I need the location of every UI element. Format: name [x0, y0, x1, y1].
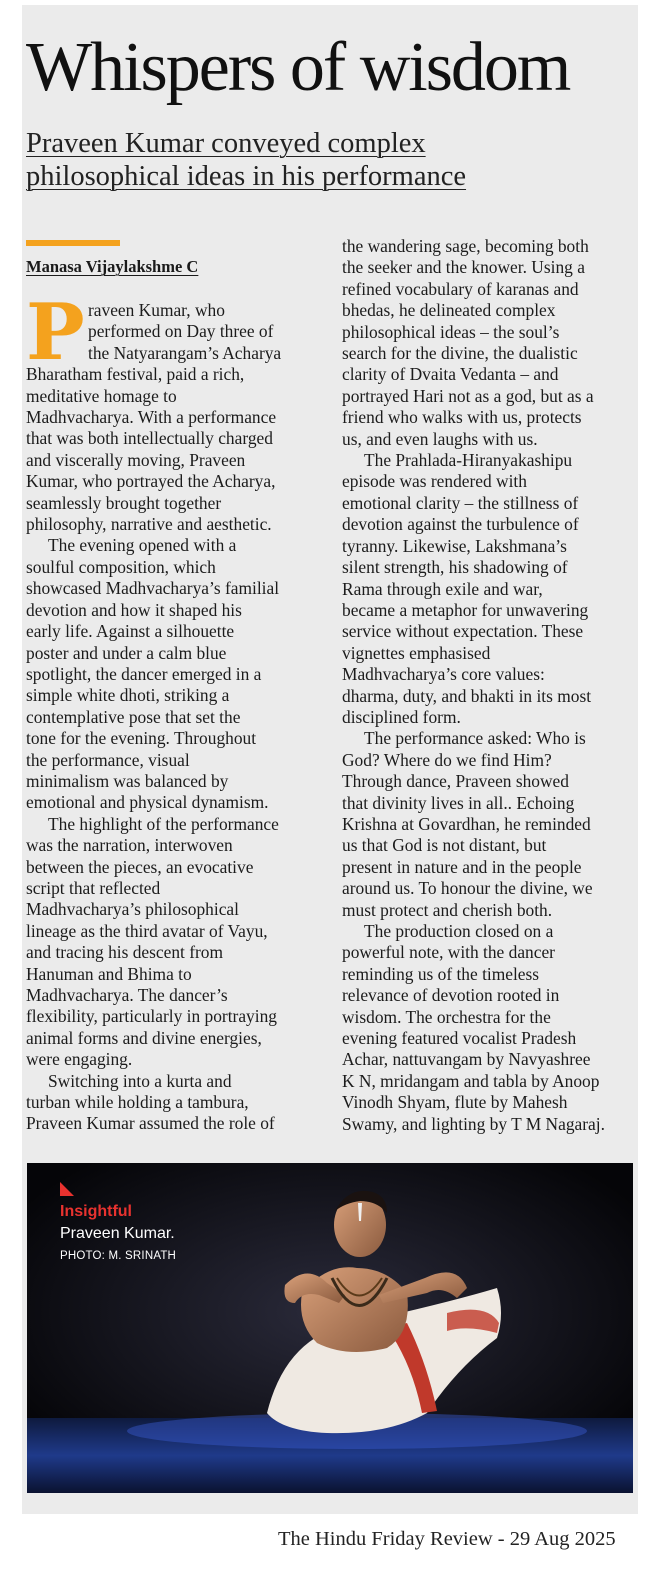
body-text-line: powerful note, with the dancer	[342, 942, 555, 963]
body-text-line: Vinodh Shyam, flute by Mahesh	[342, 1092, 568, 1113]
body-text-line: philosophy, narrative and aesthetic.	[26, 514, 272, 535]
body-text-line: devotion and how it shaped his	[26, 599, 242, 620]
body-text-line: that was both intellectually charged	[26, 428, 273, 449]
byline: Manasa Vijaylakshme C	[26, 257, 199, 276]
source-footer: The Hindu Friday Review - 29 Aug 2025	[278, 1528, 616, 1550]
body-text-line: tone for the evening. Throughout	[26, 728, 257, 749]
body-text-line: Rama through exile and war,	[342, 578, 543, 599]
body-text-line: Madhvacharya’s core values:	[342, 664, 545, 685]
caption-marker-icon	[60, 1182, 74, 1196]
body-text-line: the seeker and the knower. Using a	[342, 257, 585, 278]
body-text-line: God? Where do we find Him?	[342, 749, 552, 770]
body-text-line: Krishna at Govardhan, he reminded	[342, 813, 591, 834]
body-text-line: Praveen Kumar assumed the role of	[26, 1113, 275, 1134]
body-text-line: evening featured vocalist Pradesh	[342, 1028, 577, 1049]
body-text-line: flexibility, particularly in portraying	[26, 1006, 277, 1027]
body-text-line: vignettes emphasised	[342, 642, 491, 663]
body-text-line: refined vocabulary of karanas and	[342, 278, 579, 299]
body-text-line: disciplined form.	[342, 706, 461, 727]
body-text-line: Madhvacharya. With a performance	[26, 407, 277, 428]
body-text-line: animal forms and divine energies,	[26, 1027, 262, 1048]
body-text-line: became a metaphor for unwavering	[342, 599, 589, 620]
body-text-line: meditative homage to	[26, 385, 177, 406]
body-text-line: must protect and cherish both.	[342, 899, 553, 920]
article-column-1	[26, 287, 318, 1135]
body-text-line: minimalism was balanced by	[26, 770, 229, 791]
body-text-line: the Natyarangam’s Acharya	[88, 342, 282, 363]
body-text-line: contemplative pose that set the	[26, 706, 241, 727]
body-text-line: The evening opened with a	[48, 535, 237, 556]
body-text-line: Switching into a kurta and	[48, 1070, 232, 1091]
body-text-line: Through dance, Praveen showed	[342, 771, 569, 792]
body-text-line: Swamy, and lighting by T M Nagaraj.	[342, 1113, 605, 1134]
accent-bar	[26, 240, 120, 246]
body-text-line: relevance of devotion rooted in	[342, 985, 560, 1006]
body-text-line: reminding us of the timeless	[342, 963, 540, 984]
caption-label: Insightful	[60, 1203, 132, 1220]
body-text-line: spotlight, the dancer emerged in a	[26, 663, 262, 684]
body-text-line: that divinity lives in all.. Echoing	[342, 792, 575, 813]
body-text-line: wisdom. The orchestra for the	[342, 1006, 551, 1027]
subheadline	[26, 127, 546, 193]
subheadline-line: Praveen Kumar conveyed complex	[26, 128, 426, 159]
body-text-line: showcased Madhvacharya’s familial	[26, 578, 280, 599]
body-text-line: us that God is not distant, but	[342, 835, 547, 856]
photo-credit: PHOTO: M. SRINATH	[60, 1250, 177, 1262]
body-text-line: episode was rendered with	[342, 471, 527, 492]
body-text-line: The performance asked: Who is	[364, 728, 586, 749]
body-text-line: Kumar, who portrayed the Acharya,	[26, 471, 276, 492]
body-text-line: The highlight of the performance	[48, 813, 279, 834]
body-text-line: dharma, duty, and bhakti in its most	[342, 685, 592, 706]
body-text-line: The production closed on a	[364, 921, 554, 941]
body-text-line: philosophical ideas – the soul’s	[342, 321, 560, 342]
body-text-line: emotional clarity – the stillness of	[342, 492, 579, 513]
body-text-line: seamlessly brought together	[26, 492, 222, 513]
body-text-line: the performance, visual	[26, 749, 190, 770]
body-text-line: us, and even laughs with us.	[342, 428, 538, 449]
headline: Whispers of wisdom	[26, 29, 570, 106]
body-text-line: simple white dhoti, striking a	[26, 685, 230, 706]
body-text-line: K N, mridangam and tabla by Anoop	[342, 1070, 600, 1091]
body-text-line: early life. Against a silhouette	[26, 621, 235, 642]
body-text-line: around us. To honour the divine, we	[342, 878, 593, 899]
body-text-line: clarity of Dvaita Vedanta – and	[342, 364, 559, 385]
body-text-line: poster and under a calm blue	[26, 642, 227, 663]
body-text-line: friend who walks with us, protects	[342, 407, 582, 428]
drop-cap: P	[26, 287, 85, 378]
body-text-line: bhedas, he delineated complex	[342, 300, 556, 321]
body-text-line: performed on Day three of	[88, 321, 274, 342]
body-text-line: The Prahlada-Hiranyakashipu	[364, 450, 573, 471]
body-text-line: script that reflected	[26, 877, 161, 898]
body-text-line: Madhvacharya’s philosophical	[26, 899, 239, 920]
body-text-line: search for the divine, the dualistic	[342, 343, 578, 364]
body-text-line: and tracing his descent from	[26, 942, 224, 963]
body-text-line: and viscerally moving, Praveen	[26, 449, 246, 470]
body-text-line: tyranny. Likewise, Lakshmana’s	[342, 535, 567, 556]
body-text-line: lineage as the third avatar of Vayu,	[26, 920, 268, 941]
subheadline-line: philosophical ideas in his performance	[26, 161, 467, 192]
body-text-line: devotion against the turbulence of	[342, 514, 579, 535]
body-text-line: Achar, nattuvangam by Navyashree	[342, 1049, 591, 1070]
caption-name: Praveen Kumar.	[60, 1225, 175, 1242]
body-text-line: Hanuman and Bhima to	[26, 963, 192, 984]
body-text-line: service without expectation. These	[342, 621, 584, 642]
body-text-line: was the narration, interwoven	[26, 835, 233, 856]
body-text-line: turban while holding a tambura,	[26, 1092, 249, 1113]
body-text-line: Bharatham festival, paid a rich,	[26, 364, 245, 385]
body-text-line: portrayed Hari not as a god, but as a	[342, 385, 594, 406]
body-text-line: emotional and physical dynamism.	[26, 792, 269, 813]
body-text-line: the wandering sage, becoming both	[342, 236, 589, 256]
article-column-2	[342, 236, 638, 1135]
body-text-line: were engaging.	[26, 1049, 133, 1070]
body-text-line: between the pieces, an evocative	[26, 856, 254, 877]
body-text-line: soulful composition, which	[26, 556, 216, 577]
body-text-line: Madhvacharya. The dancer’s	[26, 985, 228, 1005]
body-text-line: raveen Kumar, who	[88, 300, 225, 320]
body-text-line: present in nature and in the people	[342, 856, 582, 877]
body-text-line: silent strength, his shadowing of	[342, 557, 568, 578]
